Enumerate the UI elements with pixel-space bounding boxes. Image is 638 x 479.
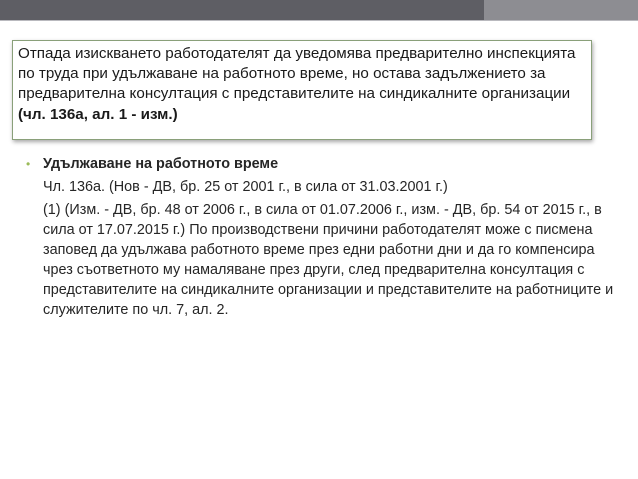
article-line: Чл. 136а. (Нов - ДВ, бр. 25 от 2001 г., в сила от 31.03.2001 г.) [43, 179, 448, 195]
slide-top-accent [484, 0, 638, 20]
slide-content [26, 154, 616, 323]
bullet-item [26, 154, 616, 174]
slide-top-divider [0, 20, 638, 21]
callout-box [12, 40, 592, 140]
callout-reference: (чл. 136а, ал. 1 - изм.) [18, 105, 178, 123]
bullet-icon: • [26, 157, 31, 171]
article-paragraph: (1) (Изм. - ДВ, бр. 48 от 2006 г., в сила от 01.07.2006 г., изм. - ДВ, бр. 54 от 2015 г., в сила от 17.07.2015 г.) По производствени причини работодателят може с писмена заповед да удължава работното време през едни работни дни и да го компенсира чрез съответното му намаляване през други, след предварителна консултация с представителите на синдикалните организации и представителите на работниците и служителите по чл. 7, ал. 2. [43, 202, 614, 318]
callout-text: Отпада изискването работодателят да уведомява предварително инспекцията по труда при удължаване на работното време, но остава задължението за предварителна консултация с представителите на синдикалните организации [18, 45, 576, 103]
section-heading: Удължаване на работното време [43, 156, 279, 172]
